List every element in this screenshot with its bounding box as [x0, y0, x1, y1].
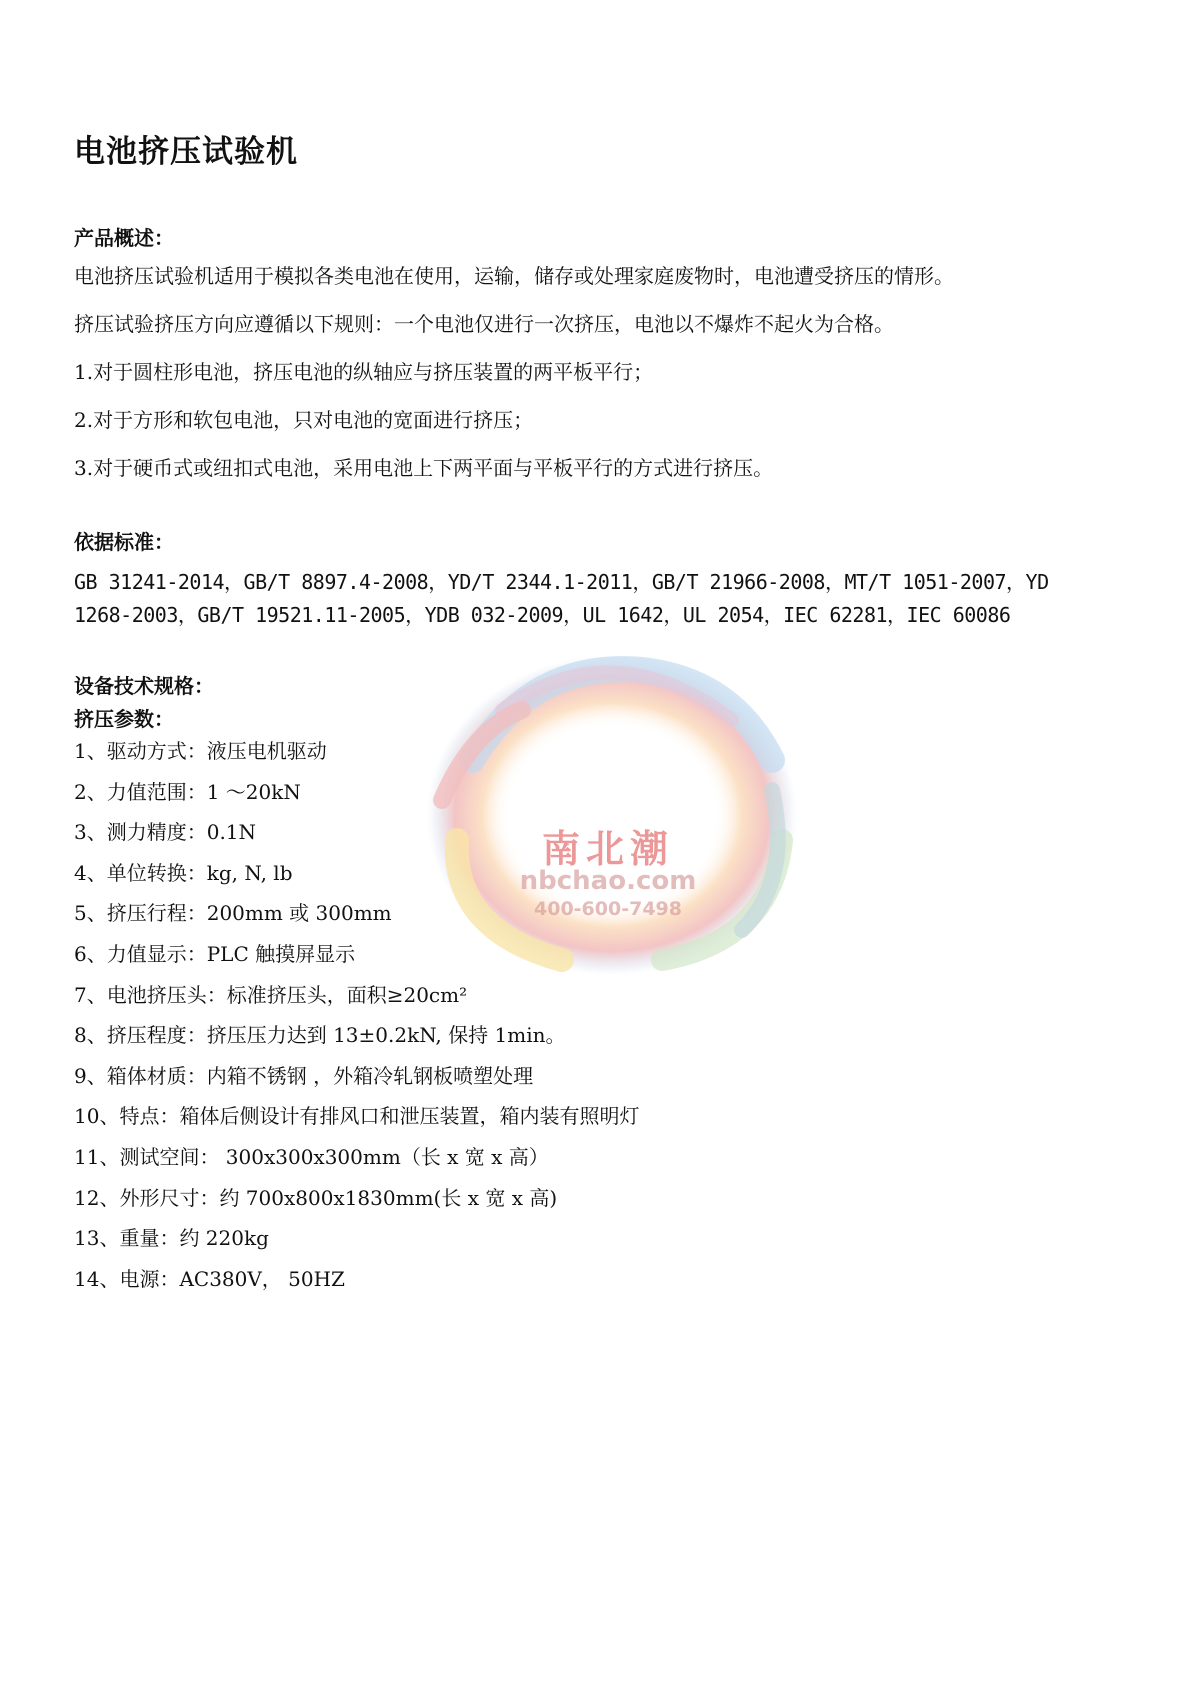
spec-item: 8、挤压程度：挤压压力达到 13±0.2kN, 保持 1min。: [74, 1023, 566, 1048]
specs-subheading: 挤压参数：: [74, 707, 174, 731]
spec-item: 9、箱体材质：内箱不锈钢 ，外箱冷轧钢板喷塑处理: [74, 1063, 534, 1088]
spec-item: 2、力值范围：1 ～20kN: [74, 779, 301, 804]
page-title: 电池挤压试验机: [74, 134, 298, 170]
spec-item: 5、挤压行程：200mm 或 300mm: [74, 901, 392, 926]
spec-item: 1、驱动方式：液压电机驱动: [74, 739, 327, 763]
spec-item: 13、重量：约 220kg: [74, 1226, 269, 1251]
spec-item: 12、外形尺寸：约 700x800x1830mm(长 x 宽 x 高): [74, 1185, 558, 1210]
watermark-url: nbchao.com: [519, 866, 697, 896]
specs-heading: 设备技术规格：: [74, 674, 214, 698]
spec-item: 10、特点：箱体后侧设计有排风口和泄压装置，箱内装有照明灯: [74, 1104, 640, 1129]
spec-item: 11、测试空间： 300x300x300mm（长 x 宽 x 高）: [74, 1144, 549, 1169]
spec-item: 6、力值显示：PLC 触摸屏显示: [74, 941, 356, 966]
overview-rule-2: 2.对于方形和软包电池，只对电池的宽面进行挤压；: [74, 408, 534, 432]
standards-heading: 依据标准：: [74, 530, 174, 554]
standards-line-2: 1268-2003，GB/T 19521.11-2005，YDB 032-2009，UL 1642，UL 2054，IEC 62281，IEC 60086: [74, 603, 1011, 627]
overview-paragraph-2: 挤压试验挤压方向应遵循以下规则：一个电池仅进行一次挤压，电池以不爆炸不起火为合格。: [74, 312, 894, 336]
watermark-phone: 400-600-7498: [534, 898, 682, 920]
overview-rule-1: 1.对于圆柱形电池，挤压电池的纵轴应与挤压装置的两平板平行；: [74, 360, 654, 384]
spec-item: 7、电池挤压头：标准挤压头，面积≥20cm²: [74, 982, 468, 1007]
watermark-name: 南北潮: [541, 827, 674, 871]
spec-item: 14、电源：AC380V， 50HZ: [74, 1266, 345, 1291]
spec-list: [74, 731, 639, 1299]
spec-item: 4、单位转换：kg, N, lb: [74, 860, 293, 885]
spec-item: 3、测力精度：0.1N: [74, 820, 257, 845]
standards-line-1: GB 31241-2014，GB/T 8897.4-2008，YD/T 2344.1-2011，GB/T 21966-2008，MT/T 1051-2007，YD: [74, 570, 1049, 594]
overview-heading: 产品概述：: [74, 226, 174, 250]
overview-rule-3: 3.对于硬币式或纽扣式电池，采用电池上下两平面与平板平行的方式进行挤压。: [74, 456, 774, 480]
overview-paragraph-1: 电池挤压试验机适用于模拟各类电池在使用，运输，储存或处理家庭废物时，电池遭受挤压的情形。: [74, 264, 954, 288]
